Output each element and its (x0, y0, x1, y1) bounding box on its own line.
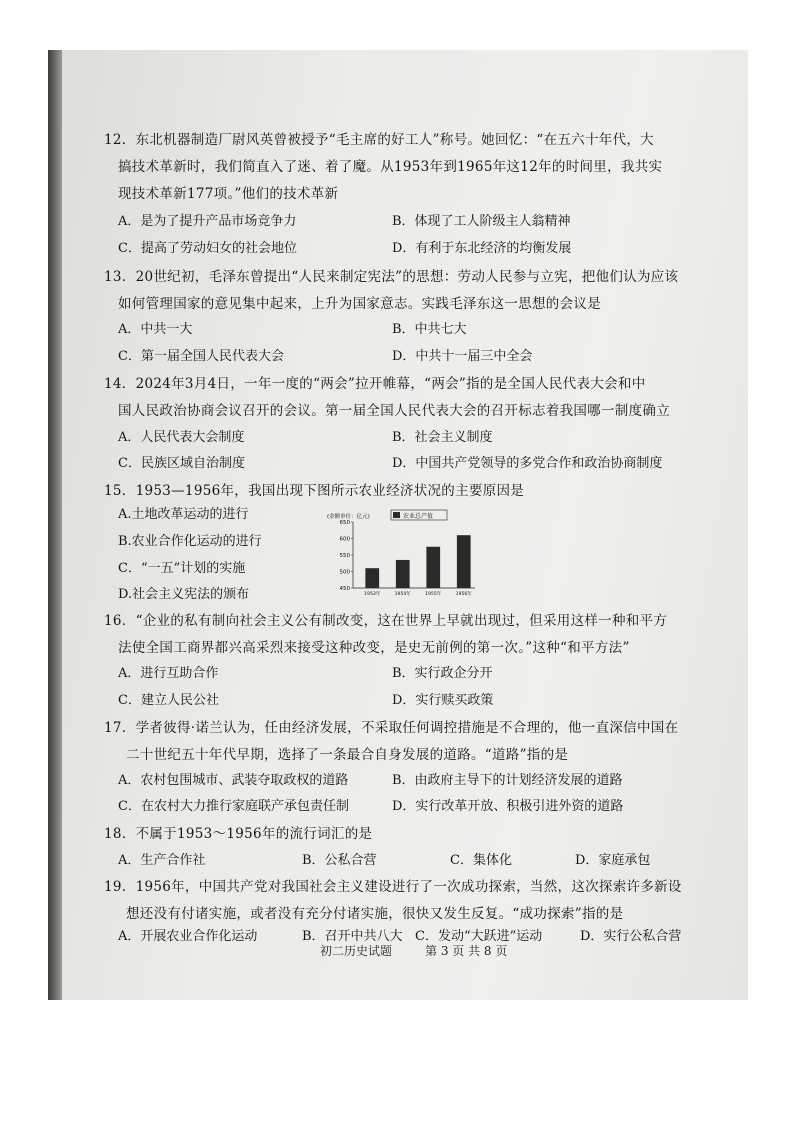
chart-y-tick-label: 650 (339, 520, 350, 526)
q17-option-b[interactable]: B．由政府主导下的计划经济发展的道路 (392, 773, 623, 788)
chart-unit-label: (金额单位：亿元) (327, 514, 370, 520)
paper-shadow-edge (48, 50, 62, 1000)
q17-option-c[interactable]: C．在农村大力推行家庭联产承包责任制 (118, 799, 349, 814)
q19-option-d[interactable]: D．实行公私合营 (580, 929, 682, 944)
legend-swatch (393, 512, 400, 518)
q18-option-c[interactable]: C．集体化 (450, 853, 512, 868)
footer-page-number: 第 3 页 共 8 页 (425, 944, 508, 958)
q19-option-b[interactable]: B．召开中共八大 (302, 929, 403, 944)
chart-bar (365, 568, 379, 588)
q12-option-a[interactable]: A．是为了提升产品市场竞争力 (118, 214, 297, 229)
chart-x-tick-label: 1955年 (425, 592, 442, 597)
chart-y-tick-label: 450 (339, 586, 350, 592)
q19-option-a[interactable]: A．开展农业合作化运动 (118, 929, 258, 944)
q15-option-d[interactable]: D.社会主义宪法的颁布 (118, 587, 250, 602)
q13-line-2: 如何管理国家的意见集中起来，上升为国家意志。实践毛泽东这一思想的会议是 (118, 296, 601, 312)
q17-line-1: 17．学者彼得·诺兰认为，任由经济发展，不采取任何调控措施是不合理的，他一直深信中国在 (104, 720, 679, 736)
q19-option-c[interactable]: C．发动“大跃进”运动 (415, 929, 543, 944)
q18-option-a[interactable]: A．生产合作社 (118, 853, 206, 868)
q15-option-c[interactable]: C．“一五”计划的实施 (118, 561, 246, 576)
q14-option-a[interactable]: A．人民代表大会制度 (118, 430, 245, 445)
chart-bar (396, 560, 410, 588)
q12-option-b[interactable]: B．体现了工人阶级主人翁精神 (392, 214, 571, 229)
q19-line-2: 想还没有付诸实施，或者没有充分付诸实施，很快又发生反复。“成功探索”指的是 (126, 906, 624, 922)
q13-option-d[interactable]: D．中共十一届三中全会 (392, 349, 533, 364)
q13-option-a[interactable]: A．中共一大 (118, 322, 193, 337)
q14-line-1: 14．2024年3月4日，一年一度的“两会”拉开帷幕，“两会”指的是全国人民代表大会和中 (104, 376, 646, 392)
chart-x-tick-label: 1953年 (364, 592, 381, 597)
q16-option-d[interactable]: D．实行赎买政策 (392, 693, 494, 708)
chart-x-tick-label: 1954年 (394, 592, 411, 597)
q19-line-1: 19．1956年，中国共产党对我国社会主义建设进行了一次成功探索，当然，这次探索许多新设 (104, 879, 682, 895)
q18-option-d[interactable]: D．家庭承包 (575, 853, 651, 868)
chart-y-tick-label: 500 (339, 569, 350, 576)
q15-option-b[interactable]: B.农业合作化运动的进行 (118, 534, 262, 549)
q13-option-c[interactable]: C．第一届全国人民代表大会 (118, 349, 284, 364)
chart-y-tick-label: 550 (339, 553, 350, 559)
chart-bar (426, 547, 440, 588)
q12-option-c[interactable]: C．提高了劳动妇女的社会地位 (118, 241, 297, 256)
q14-option-d[interactable]: D．中国共产党领导的多党合作和政治协商制度 (392, 456, 663, 471)
q13-option-b[interactable]: B．中共七大 (392, 322, 467, 337)
q12-line-1: 12．东北机器制造厂尉风英曾被授予“毛主席的好工人”称号。她回忆：“在五六十年代，大 (104, 132, 654, 148)
legend-label: 农业总产值 (403, 513, 434, 520)
q12-line-2: 搞技术革新时，我们简直入了迷、着了魔。从1953年到1965年这12年的时间里，我共实 (118, 159, 663, 175)
q17-line-2: 二十世纪五十年代早期，选择了一条最合自身发展的道路。“道路”指的是 (126, 747, 569, 763)
q12-option-d[interactable]: D．有利于东北经济的均衡发展 (392, 241, 572, 256)
q12-line-3: 现技术革新177项。”他们的技术革新 (118, 186, 339, 202)
q16-line-2: 法使全国工商界都兴高采烈来接受这种改变，是史无前例的第一次。”这种“和平方法” (118, 640, 630, 656)
q13-line-1: 13．20世纪初，毛泽东曾提出“人民来制定宪法”的思想：劳动人民参与立宪，把他们认为应该 (104, 269, 679, 285)
chart-y-tick-label: 600 (339, 536, 350, 543)
q17-option-a[interactable]: A．农村包围城市、武装夺取政权的道路 (118, 773, 349, 788)
chart-bar (457, 535, 471, 588)
q18-line-1: 18．不属于1953～1956年的流行词汇的是 (104, 826, 373, 842)
q14-line-2: 国人民政治协商会议召开的会议。第一届全国人民代表大会的召开标志着我国哪一制度确立 (118, 403, 670, 419)
q14-option-b[interactable]: B．社会主义制度 (392, 430, 493, 445)
q14-option-c[interactable]: C．民族区域自治制度 (118, 456, 245, 471)
chart-x-tick-label: 1956年 (455, 592, 472, 597)
q16-line-1: 16．“企业的私有制向社会主义公有制改变，这在世界上早就出现过，但采用这样一种和平方 (104, 613, 668, 629)
q16-option-c[interactable]: C．建立人民公社 (118, 693, 219, 708)
q17-option-d[interactable]: D．实行改革开放、积极引进外资的道路 (392, 799, 624, 814)
q18-option-b[interactable]: B．公私合营 (302, 853, 377, 868)
q16-option-a[interactable]: A．进行互助合作 (118, 666, 219, 681)
footer-subject: 初二历史试题 (320, 944, 393, 958)
agri-output-chart (325, 508, 485, 598)
q16-option-b[interactable]: B．实行政企分开 (392, 666, 493, 681)
q15-option-a[interactable]: A.土地改革运动的进行 (118, 507, 249, 522)
q15-line-1: 15．1953—1956年，我国出现下图所示农业经济状况的主要原因是 (104, 483, 525, 499)
